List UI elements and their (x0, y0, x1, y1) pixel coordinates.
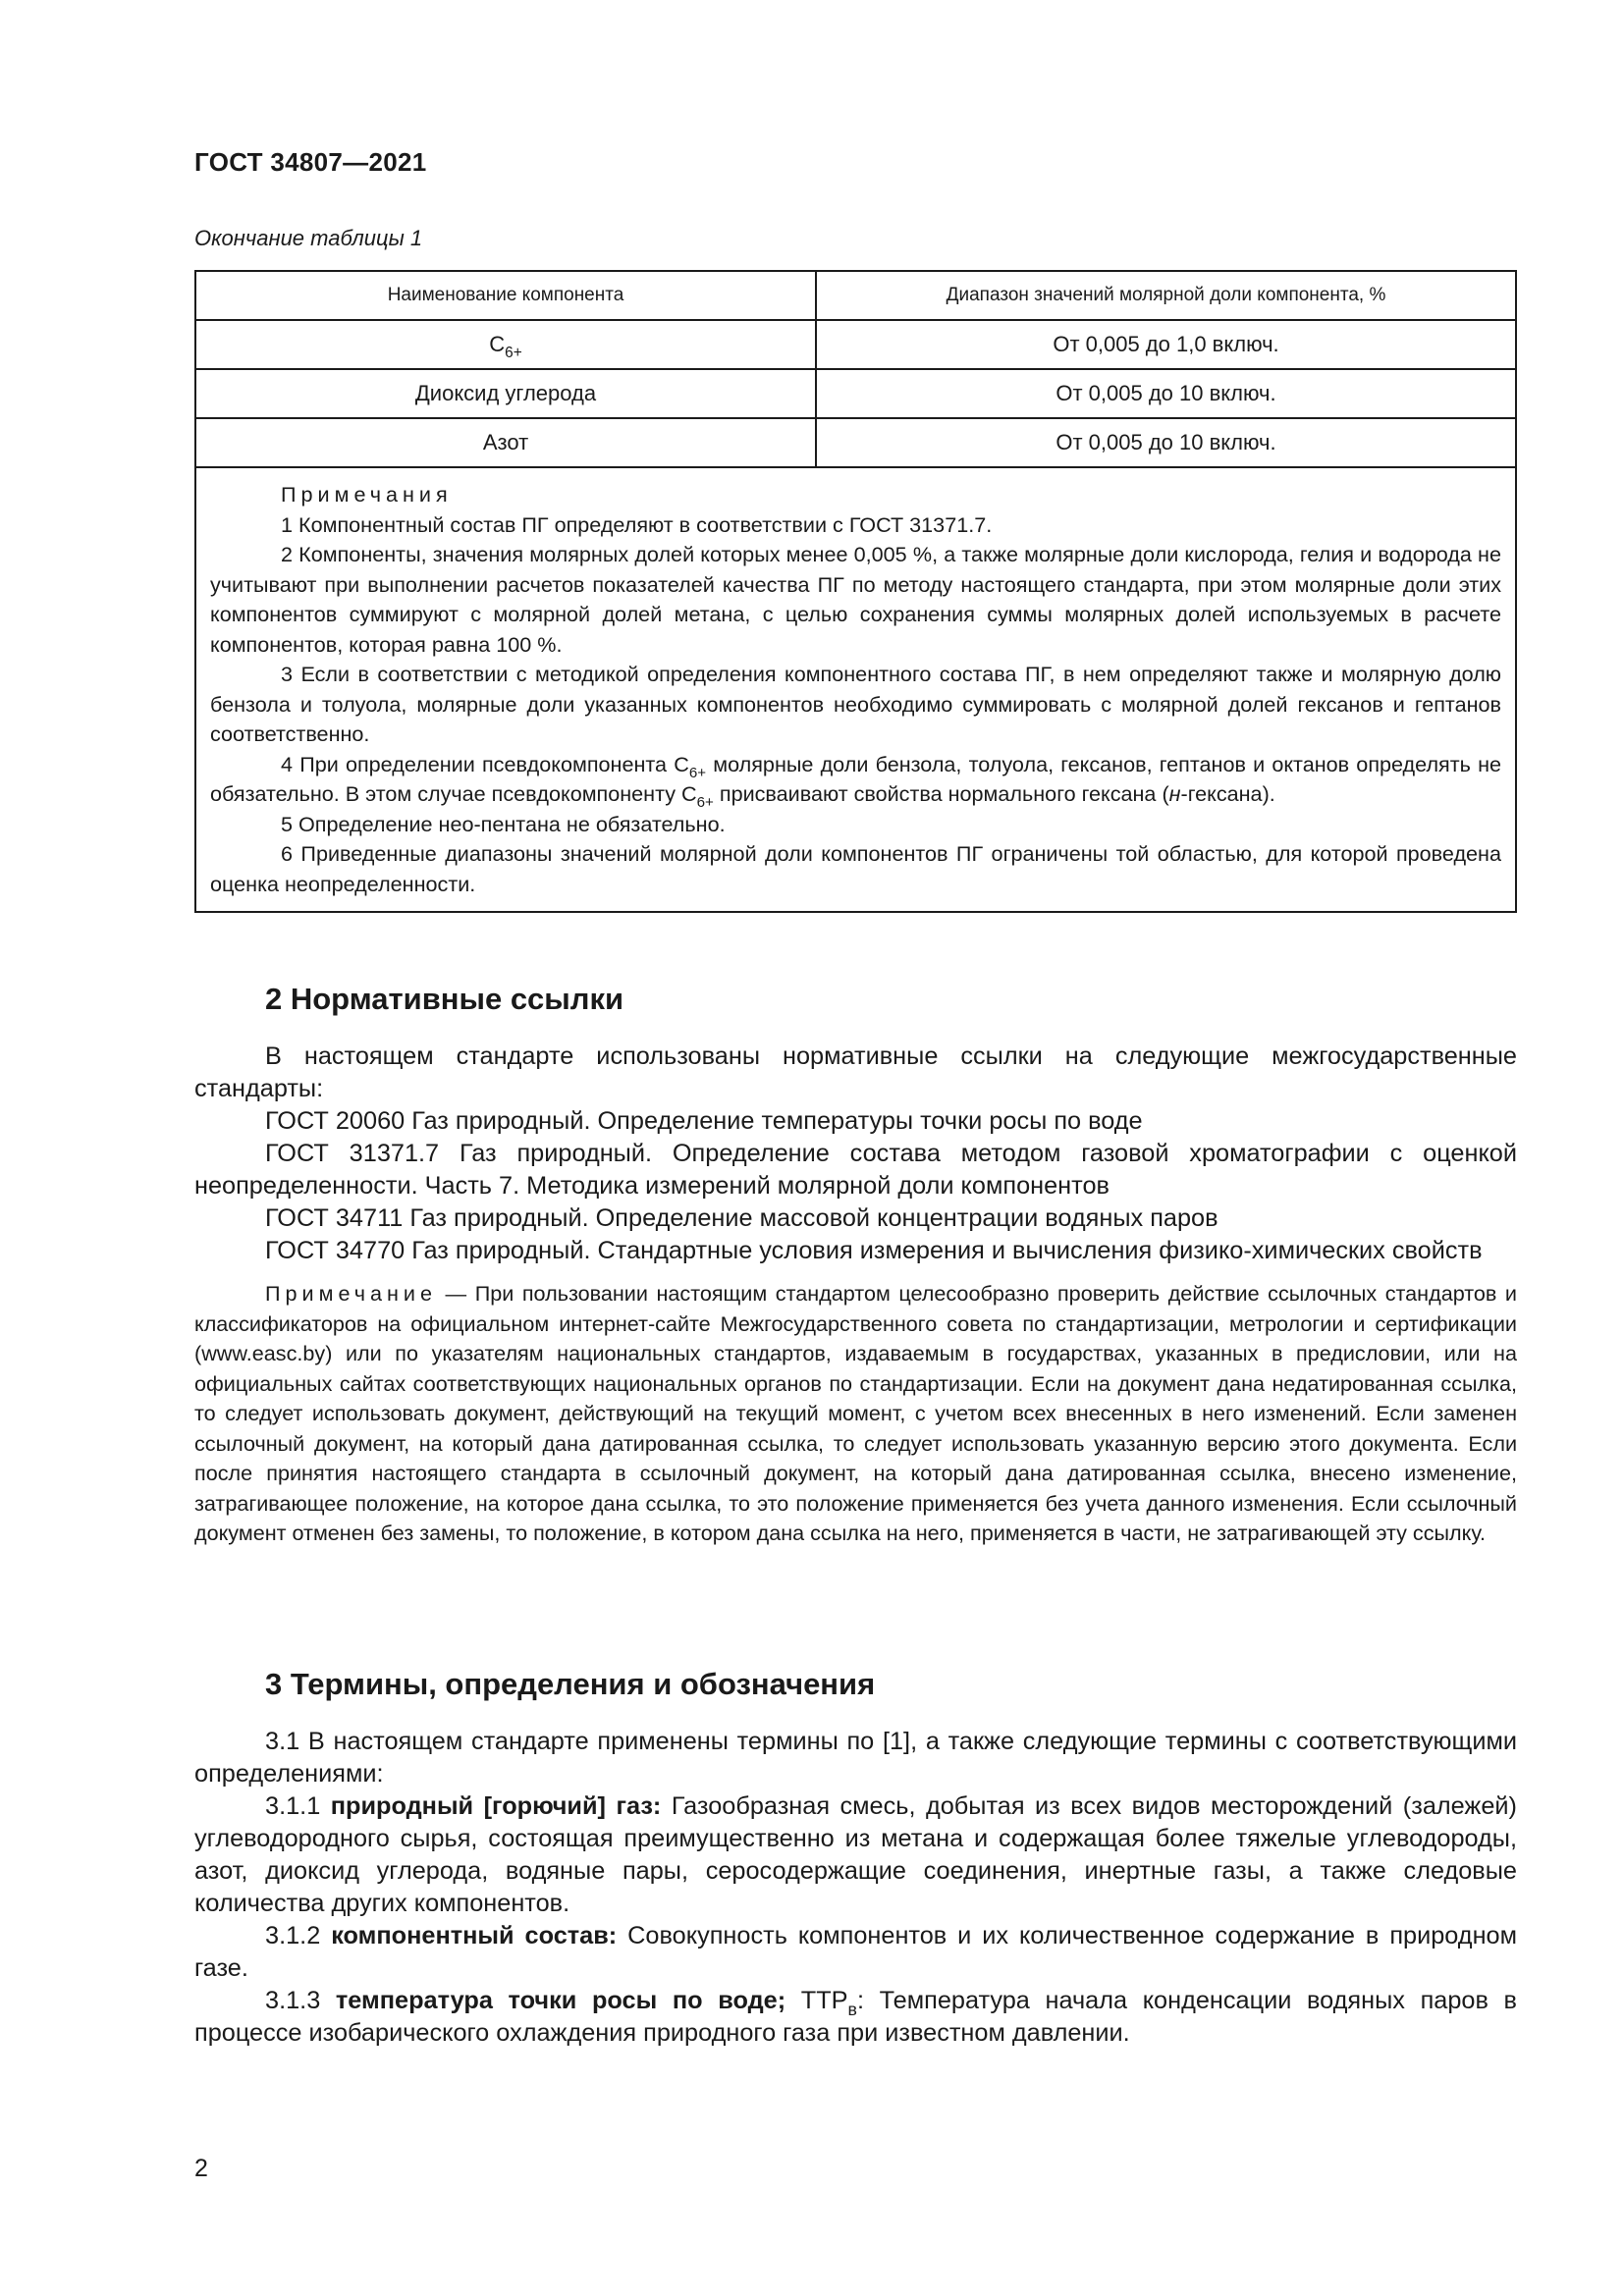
section-normative-references (194, 982, 1517, 1549)
reference-item: ГОСТ 34770 Газ природный. Стандартные условия измерения и вычисления физико-химических свойств (265, 1237, 1483, 1264)
section-2-note-text: — При пользовании настоящим стандартом целесообразно проверить действие ссылочных стандартов и классификаторов на официальном интернет-сайте Межгосударственного совета по стандартизации, метрологии и сертификации (www.easc.by) или по указателям национальных стандартов, издаваемым в государствах, указанных в предисловии, или на официальных сайтах соответствующих национальных органов по стандартизации. Если на документ дана недатированная ссылка, то следует использовать документ, действующий на текущий момент, с учетом всех внесенных в него изменений. Если заменен ссылочный документ, на который дана датированная ссылка, то следует использовать указанную версию этого документа. Если после принятия настоящего стандарта в ссылочный документ, на который дана датированная ссылка, внесено изменение, затрагивающее положение, на которое дана ссылка, то это положение применяется без учета данного изменения. Если ссылочный документ отменен без замены, то положение, в котором дана ссылка на него, применяется в части, не затрагивающей эту ссылку. (194, 1281, 1517, 1545)
note-3: 3 Если в соответствии с методикой определения компонентного состава ПГ, в нем определяют также и молярную долю бензола и толуола, молярные доли указанных компонентов необходимо суммировать с молярной долей гексанов и гептанов соответственно. (210, 662, 1501, 746)
notes-title: Примечания (281, 482, 453, 507)
reference-item: ГОСТ 20060 Газ природный. Определение температуры точки росы по воде (265, 1107, 1143, 1135)
reference-item: ГОСТ 34711 Газ природный. Определение массовой концентрации водяных паров (265, 1204, 1218, 1232)
column-header-range: Диапазон значений молярной доли компонента, % (816, 271, 1516, 320)
note-6: 6 Приведенные диапазоны значений молярной доли компонентов ПГ ограничены той областью, для которой проведена оценка неопределенности. (210, 841, 1501, 896)
section-2-body (194, 1041, 1517, 1267)
note-4: 4 При определении псевдокомпонента $C_{6+}$ молярные доли бензола, толуола, гексанов, гептанов и октанов определять не обязательно. В этом случае псевдокомпоненту $C_{6+}$ присваивают свойства нормального гексана (н-гексана). (210, 751, 1502, 812)
table-row (195, 418, 1516, 467)
term-3-1-3: 3.1.3 температура точки росы по воде; $ТТР_в$: Температура начала конденсации водяных паров в процессе изобарического охлаждения природного газа при известном давлении. (194, 1987, 1517, 2047)
section-terms (194, 1667, 1517, 2050)
note-1: 1 Компонентный состав ПГ определяют в соответствии с ГОСТ 31371.7. (281, 511, 993, 537)
term-3-1-1: 3.1.1 природный [горючий] газ: Газообразная смесь, добытая из всех видов месторождений (залежей) углеводородного сырья, состоящая преимущественно из метана и содержащая более тяжелые углеводороды, азот, диоксид углерода, водяные пары, серосодержащие соединения, инертные газы, а также следовые количества других компонентов. (194, 1792, 1517, 1917)
note-2: 2 Компоненты, значения молярных долей которых менее 0,005 %, а также молярные доли кислорода, гелия и водорода не учитывают при выполнении расчетов показателей качества ПГ по методу настоящего стандарта, при этом молярные доли этих компонентов суммируют с молярной долей метана, с целью сохранения суммы молярных долей используемых в расчете компонентов, которая равна 100 %. (210, 542, 1501, 657)
page-header-standard: ГОСТ 34807—2021 (194, 147, 427, 177)
section-3-body (194, 1726, 1517, 2050)
table-notes-row (195, 467, 1516, 912)
table-notes (195, 467, 1516, 912)
clause-3-1: 3.1 В настоящем стандарте применены термины по [1], а также следующие термины с соответствующими определениями: (194, 1728, 1517, 1788)
cell-component: Диоксид углерода (195, 369, 816, 418)
section-2-intro: В настоящем стандарте использованы нормативные ссылки на следующие межгосударственные стандарты: (194, 1042, 1517, 1102)
section-2-note-label: Примечание (265, 1281, 437, 1306)
reference-item: ГОСТ 31371.7 Газ природный. Определение состава методом газовой хроматографии с оценкой неопределенности. Часть 7. Методика измерений молярной доли компонентов (194, 1140, 1517, 1200)
page-number: 2 (194, 2155, 208, 2182)
cell-component: $C_{6+}$ (195, 320, 816, 369)
components-table (194, 270, 1517, 913)
section-3-title: 3 Термины, определения и обозначения (265, 1667, 876, 1701)
table-row (195, 369, 1516, 418)
column-header-component: Наименование компонента (195, 271, 816, 320)
term-3-1-3-name: температура точки росы по воде; (335, 1987, 786, 2014)
note-5: 5 Определение нео-пентана не обязательно. (281, 811, 726, 836)
term-3-1-2-name: компонентный состав: (331, 1922, 618, 1949)
term-3-1-2: 3.1.2 компонентный состав: Совокупность компонентов и их количественное содержание в природном газе. (194, 1922, 1517, 1982)
cell-range: От 0,005 до 1,0 включ. (816, 320, 1516, 369)
section-2-note (194, 1279, 1517, 1549)
table-header-row (195, 271, 1516, 320)
term-3-1-1-name: природный [горючий] газ: (330, 1792, 662, 1820)
table-row (195, 320, 1516, 369)
cell-range: От 0,005 до 10 включ. (816, 369, 1516, 418)
cell-range: От 0,005 до 10 включ. (816, 418, 1516, 467)
cell-component: Азот (195, 418, 816, 467)
section-2-title: 2 Нормативные ссылки (265, 982, 624, 1016)
table-caption: Окончание таблицы 1 (194, 226, 423, 250)
